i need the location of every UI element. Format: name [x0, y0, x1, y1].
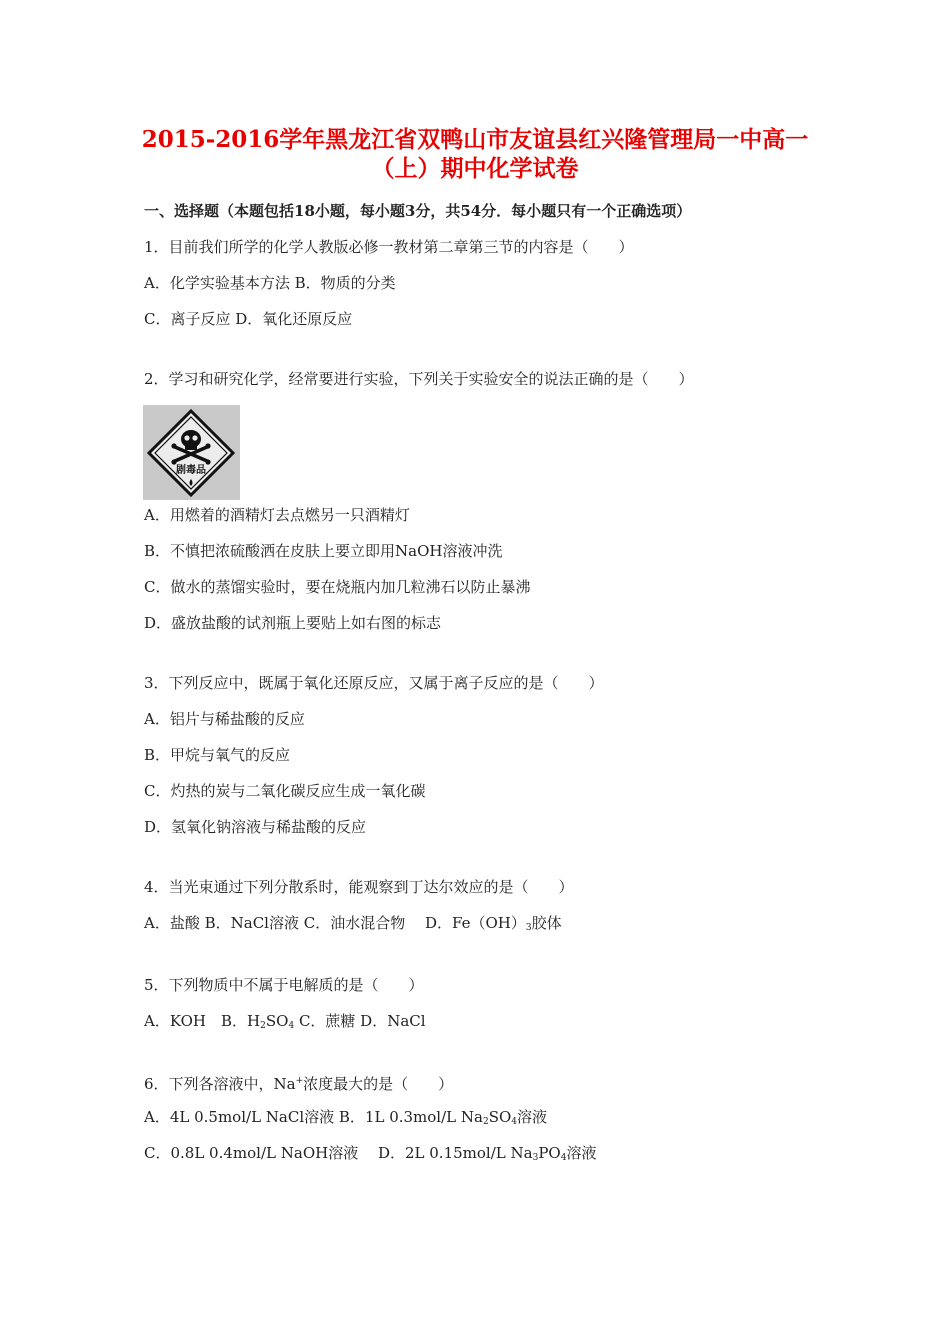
- q3-option-c: C．灼热的炭与二氧化碳反应生成一氧化碳: [144, 782, 426, 800]
- q4-stem: 4．当光束通过下列分散系时，能观察到丁达尔效应的是（ ）: [144, 878, 574, 896]
- q3-option-a: A．铝片与稀盐酸的反应: [144, 710, 305, 728]
- q1-stem: 1．目前我们所学的化学人教版必修一教材第二章第三节的内容是（ ）: [144, 238, 634, 256]
- q3-option-d: D．氢氧化钠溶液与稀盐酸的反应: [144, 818, 367, 836]
- q5-options: A．KOH B．$H_2SO_4$ C．蔗糖 D．NaCl: [144, 1012, 426, 1031]
- q6-options-cd: C．0.8L 0.4mol/L NaOH溶液 D．2L 0.15mol/L $Na_3PO_4$溶液: [144, 1144, 597, 1163]
- q3-stem: 3．下列反应中，既属于氧化还原反应，又属于离子反应的是（ ）: [144, 674, 604, 692]
- doc-title-line1: 2015-2016学年黑龙江省双鸭山市友谊县红兴隆管理局一中高一: [141, 126, 809, 153]
- doc-title-line2: （上）期中化学试卷: [371, 155, 579, 182]
- hazard-label: 剧毒品: [176, 465, 206, 476]
- q4-options: A．盐酸 B．NaCl溶液 C．油水混合物 D．$Fe(OH)_3$胶体: [144, 914, 562, 933]
- q5-stem: 5．下列物质中不属于电解质的是（ ）: [144, 976, 424, 994]
- q2-option-b: B．不慎把浓硫酸洒在皮肤上要立即用NaOH溶液冲洗: [144, 542, 503, 560]
- q6-stem: 6．下列各溶液中，Na+浓度最大的是（ ）: [144, 1075, 454, 1093]
- q1-options-cd: C．离子反应 D．氧化还原反应: [144, 310, 353, 328]
- q2-stem: 2．学习和研究化学，经常要进行实验，下列关于实验安全的说法正确的是（ ）: [144, 370, 694, 388]
- toxic-hazard-sign-image: [143, 405, 240, 500]
- q2-option-a: A．用燃着的酒精灯去点燃另一只酒精灯: [144, 506, 410, 524]
- q6-options-ab: A．4L 0.5mol/L NaCl溶液 B．1L 0.3mol/L $Na_2SO_4$溶液: [144, 1108, 548, 1127]
- section-heading: 一、选择题（本题包括18小题，每小题3分，共54分．每小题只有一个正确选项）: [144, 202, 692, 220]
- q1-options-ab: A．化学实验基本方法 B．物质的分类: [144, 274, 396, 292]
- q2-option-d: D．盛放盐酸的试剂瓶上要贴上如右图的标志: [144, 614, 442, 632]
- q2-option-c: C．做水的蒸馏实验时，要在烧瓶内加几粒沸石以防止暴沸: [144, 578, 531, 596]
- q3-option-b: B．甲烷与氧气的反应: [144, 746, 291, 764]
